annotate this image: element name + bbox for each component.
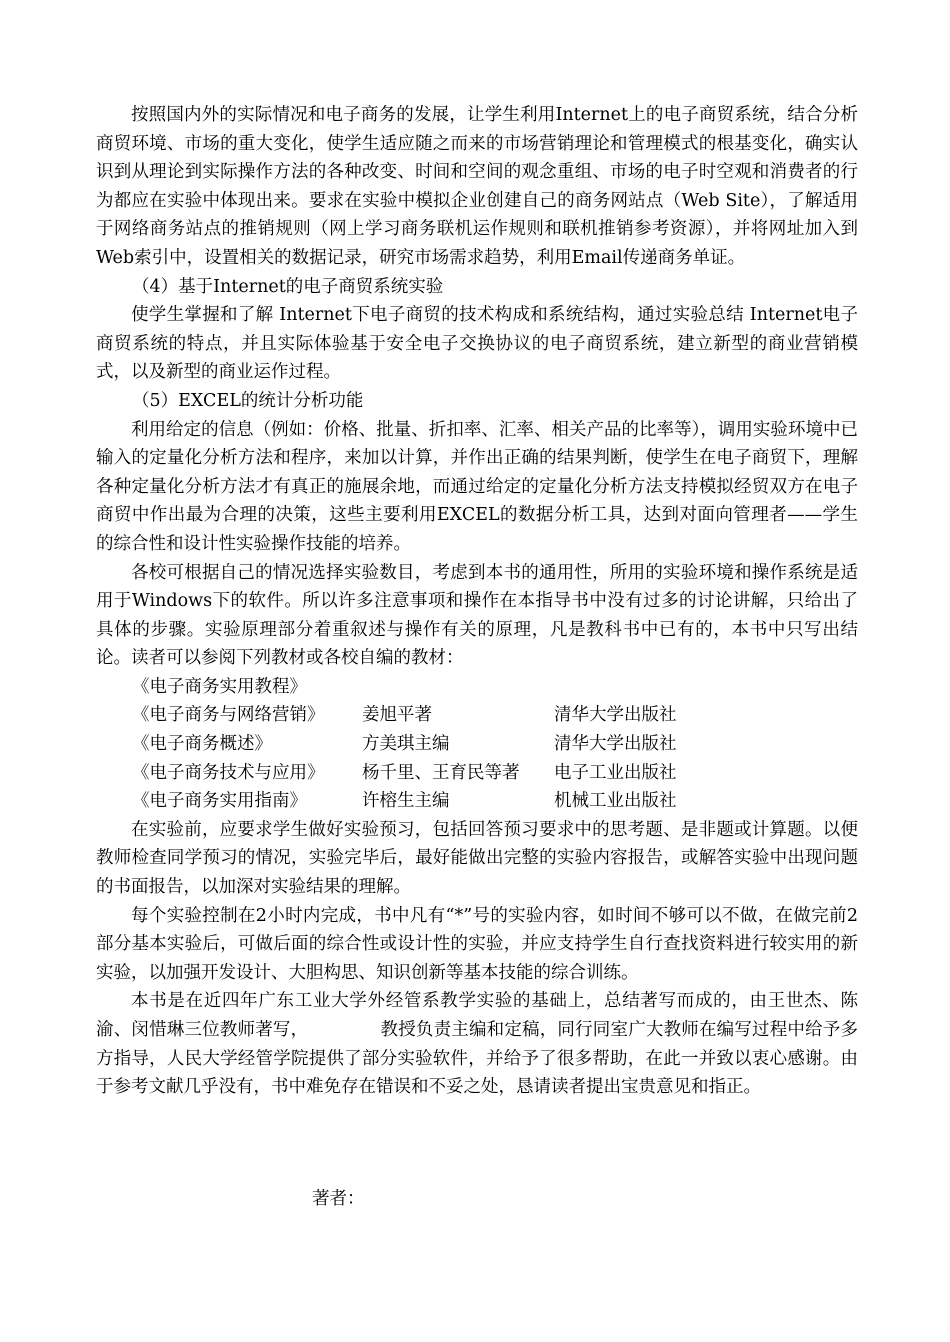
paragraph-reference-intro: 各校可根据自己的情况选择实验数目，考虑到本书的通用性，所用的实验环境和操作系统是适用于Windows下的软件。所以许多注意事项和操作在本指导书中没有过多的讨论讲解，只给出了具体的步骤。实验原理部分着重叙述与操作有关的原理，凡是教科书中已有的，本书中只写出结论。读者可以参阅下列教材或各校自编的教材： [96, 562, 858, 669]
section-4-heading: （4）基于Internet的电子商贸系统实验 [132, 276, 444, 297]
book-author [362, 673, 554, 702]
book-row [96, 673, 858, 702]
book-row [96, 730, 858, 759]
book-author: 许榕生主编 [362, 791, 450, 812]
document-body [96, 101, 858, 1102]
book-title: 《电子商务实用指南》 [132, 791, 307, 812]
book-title: 《电子商务概述》 [132, 734, 272, 755]
book-author: 方美琪主编 [362, 734, 450, 755]
paragraph-acknowledgement [96, 987, 858, 1101]
book-title: 《电子商务与网络营销》 [132, 705, 325, 726]
book-author: 姜旭平著 [362, 705, 432, 726]
paragraph-overview: 按照国内外的实际情况和电子商务的发展，让学生利用Internet上的电子商贸系统，结合分析商贸环境、市场的重大变化，使学生适应随之而来的市场营销理论和管理模式的根基变化，确实认识到从理论到实际操作方法的各种改变、时间和空间的观念重组、市场的电子时空观和消费者的行为都应在实验中体现出来。要求在实验中模拟企业创建自己的商务网站点（Web Site），了解适用于网络商务站点的推销规则（网上学习商务联机运作规则和联机推销参考资源），并将网址加入到Web索引中，设置相关的数据记录，研究市场需求趋势，利用Email传递商务单证。 [96, 105, 858, 268]
book-publisher: 电子工业出版社 [554, 762, 677, 783]
book-row [96, 787, 858, 816]
paragraph-time-limit: 每个实验控制在2小时内完成，书中凡有“*”号的实验内容，如时间不够可以不做，在做完前2部分基本实验后，可做后面的综合性或设计性的实验，并应支持学生自行查找资料进行较实用的新实验，以加强开发设计、大胆构思、知识创新等基本技能的综合训练。 [96, 905, 858, 983]
book-title: 《电子商务实用教程》 [132, 676, 307, 697]
book-title: 《电子商务技术与应用》 [132, 762, 325, 783]
book-row [96, 701, 858, 730]
book-publisher: 清华大学出版社 [554, 705, 677, 726]
book-publisher: 清华大学出版社 [554, 734, 677, 755]
acknowledgement-part-2: 教授负责主编和定稿，同行同室广大教师在编写过程中给予多方指导，人民大学经管学院提供了部分实验软件，并给予了很多帮助，在此一并致以衷心感谢。由于参考文献几乎没有，书中难免存在错误和不妥之处，恳请读者提出宝贵意见和指正。 [96, 1020, 859, 1098]
section-4-body: 使学生掌握和了解 Internet下电子商贸的技术构成和系统结构，通过实验总结 Internet电子商贸系统的特点，并且实际体验基于安全电子交换协议的电子商贸系统，建立新型的商业营销模式，以及新型的商业运作过程。 [96, 305, 858, 383]
paragraph-preview: 在实验前，应要求学生做好实验预习，包括回答预习要求中的思考题、是非题或计算题。以便教师检查同学预习的情况，实验完毕后，最好能做出完整的实验内容报告，或解答实验中出现问题的书面报告，以加深对实验结果的理解。 [96, 819, 858, 898]
book-author: 杨千里、王育民等著 [362, 762, 520, 783]
acknowledgement-part-1: 本书是在近四年广东工业大学外经管系教学实验的基础上，总结著写而成的，由王世杰、陈渝、闵惜琳三位教师著写， [96, 991, 858, 1040]
reference-book-list [96, 673, 858, 816]
section-5-heading: （5）EXCEL的统计分析功能 [132, 390, 364, 411]
author-signature: 著者： [312, 1189, 365, 1209]
book-publisher: 机械工业出版社 [554, 791, 677, 812]
book-row [96, 759, 858, 788]
section-5-body: 利用给定的信息（例如：价格、批量、折扣率、汇率、相关产品的比率等），调用实验环境中已输入的定量化分析方法和程序，来加以计算，并作出正确的结果判断，使学生在电子商贸下，理解各种定量化分析方法才有真正的施展余地，而通过给定的定量化分析方法支持模拟经贸双方在电子商贸中作出最为合理的决策，这些主要利用EXCEL的数据分析工具，达到对面向管理者——学生的综合性和设计性实验操作技能的培养。 [96, 419, 858, 554]
